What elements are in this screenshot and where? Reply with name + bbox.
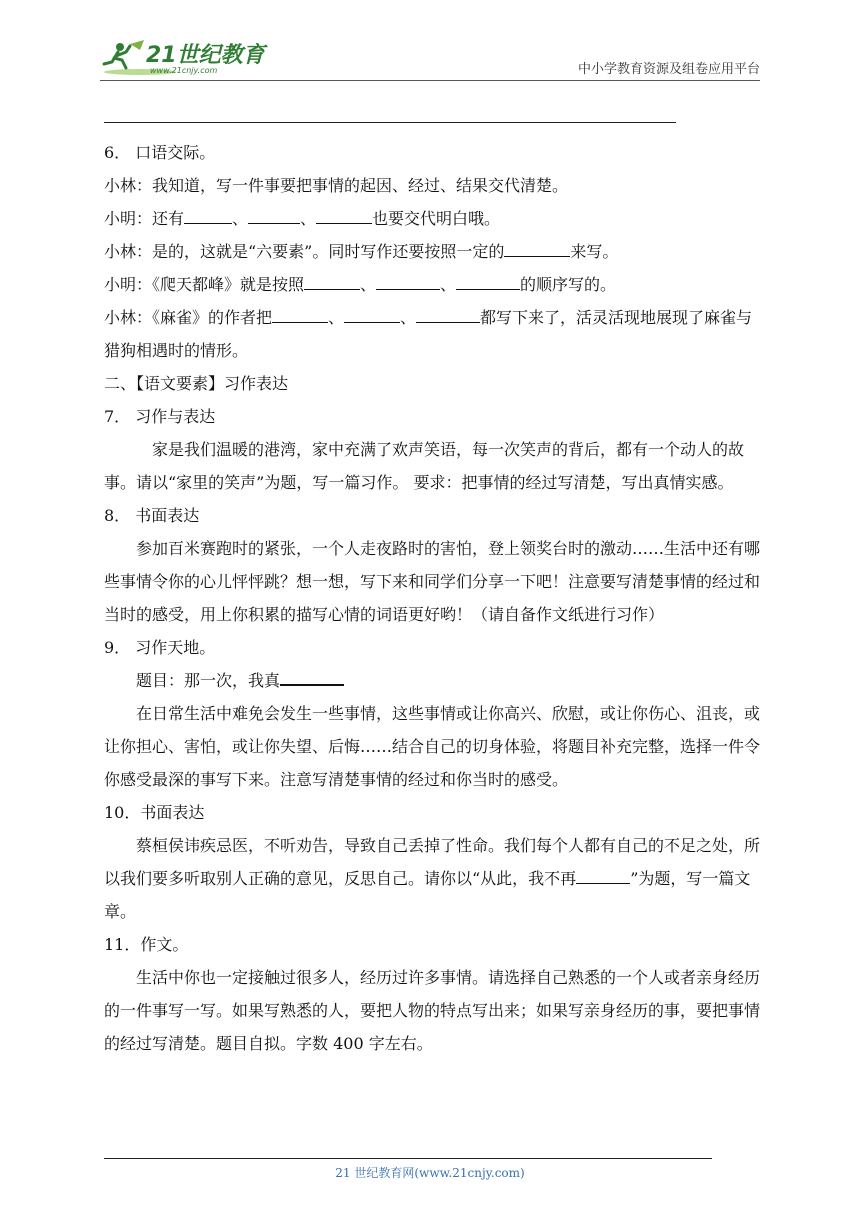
site-logo: [100, 38, 270, 78]
q7-title: 7． 习作与表达: [104, 407, 216, 426]
section-2-title: 二、【语文要素】习作表达: [104, 374, 289, 393]
fill-blank[interactable]: [416, 302, 480, 323]
q9-title: 9． 习作天地。: [104, 638, 216, 657]
answer-line: [104, 122, 676, 123]
fill-blank[interactable]: [184, 203, 232, 224]
fill-blank[interactable]: [456, 269, 520, 290]
q8-body: 参加百米赛跑时的紧张，一个人走夜路时的害怕，登上领奖台时的激动……生活中还有哪些事情令你的心儿怦怦跳？想一想，写下来和同学们分享一下吧！注意要写清楚事情的经过和当时的感受，用上你积累的描写心情的词语更好哟！（请自备作文纸进行习作）: [104, 539, 761, 624]
fill-blank[interactable]: [376, 269, 440, 290]
q6-title: 6． 口语交际。: [104, 143, 216, 162]
q11-title: 11．作文。: [104, 935, 189, 954]
fill-blank[interactable]: [280, 664, 344, 686]
fill-blank[interactable]: [344, 302, 400, 323]
footer-divider: [104, 1158, 712, 1159]
svg-text:www.21cnjy.com: www.21cnjy.com: [150, 66, 218, 75]
q6-line-5: 小林：《麻雀》的作者把 、 、 都写下来了，活灵活现地展现了麻雀与猎狗相遇时的情形。: [104, 301, 760, 367]
q10-body: 蔡桓侯讳疾忌医，不听劝告，导致自己丢掉了性命。我们每个人都有自己的不足之处，所以我们要多听取别人正确的意见，反思自己。请你以“从此，我不再 ”为题，写一篇文章。: [104, 836, 761, 921]
fill-blank[interactable]: [504, 236, 570, 257]
page-header: [100, 38, 760, 80]
footer-text: 21 世纪教育网(www.21cnjy.com): [335, 1166, 525, 1180]
q11-body: 生活中你也一定接触过很多人，经历过许多事情。请选择自己熟悉的一个人或者亲身经历的一件事写一写。如果写熟悉的人，要把人物的特点写出来；如果写亲身经历的事，要把事情的经过写清楚。题目自拟。字数 400 字左右。: [104, 968, 761, 1053]
q7-body: 家是我们温暖的港湾，家中充满了欢声笑语，每一次笑声的背后，都有一个动人的故事。请以“家里的笑声”为题，写一篇习作。 要求：把事情的经过写清楚，写出真情实感。: [104, 440, 745, 492]
header-divider: [100, 80, 760, 81]
q9-topic: 题目：那一次，我真: [104, 664, 760, 697]
fill-blank[interactable]: [316, 203, 372, 224]
fill-blank[interactable]: [576, 863, 630, 884]
q6-line-3: 小林：是的，这就是“六要素”。同时写作还要按照一定的 来写。: [104, 235, 760, 268]
q6-line-4: 小明：《爬天都峰》就是按照 、 、 的顺序写的。: [104, 268, 760, 301]
fill-blank[interactable]: [304, 269, 360, 290]
fill-blank[interactable]: [272, 302, 328, 323]
q8-title: 8． 书面表达: [104, 506, 200, 525]
q10-title: 10．书面表达: [104, 803, 205, 822]
svg-text:21世纪教育: 21世纪教育: [146, 43, 265, 68]
q6-line-2: 小明：还有 、 、 也要交代明白哦。: [104, 202, 760, 235]
q6-line-1: 小林：我知道，写一件事要把事情的起因、经过、结果交代清楚。: [104, 176, 569, 195]
site-title: 中小学教育资源及组卷应用平台: [577, 62, 760, 77]
q9-body: 在日常生活中难免会发生一些事情，这些事情或让你高兴、欣慰，或让你伤心、沮丧，或让你担心、害怕，或让你失望、后悔……结合自己的切身体验，将题目补充完整，选择一件令你感受最深的事写下来。注意写清楚事情的经过和你当时的感受。: [104, 704, 761, 789]
document-body: [104, 136, 760, 1060]
fill-blank[interactable]: [248, 203, 300, 224]
